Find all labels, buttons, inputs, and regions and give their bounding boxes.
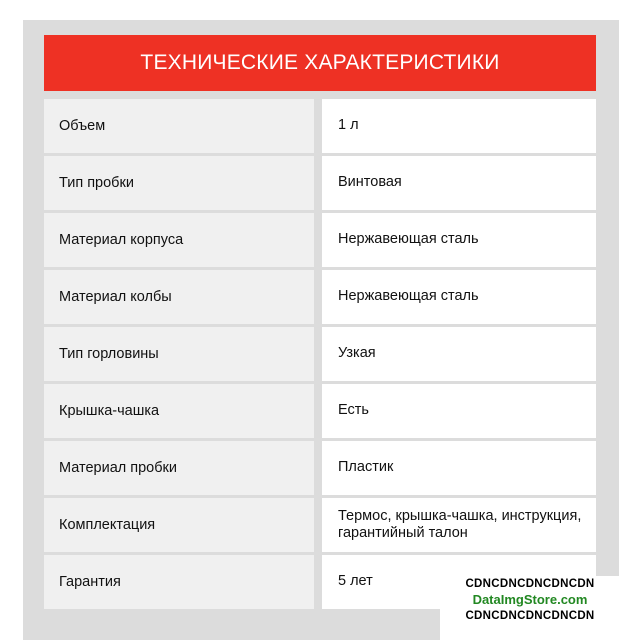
spec-value: Есть: [322, 384, 596, 438]
spec-value: Пластик: [322, 441, 596, 495]
spec-value: Нержавеющая сталь: [322, 270, 596, 324]
spec-label: Материал колбы: [44, 270, 314, 324]
spec-row-body-material: [44, 213, 596, 267]
spec-row-stopper-material: [44, 441, 596, 495]
spec-row-package-contents: [44, 498, 596, 552]
spec-value: Термос, крышка-чашка, инструкция, гарантийный талон: [322, 498, 596, 552]
spec-label: Материал пробки: [44, 441, 314, 495]
spec-table-title: ТЕХНИЧЕСКИЕ ХАРАКТЕРИСТИКИ: [44, 35, 596, 91]
watermark-bottom-line: CDNCDNCDNCDNCDN: [465, 610, 595, 622]
watermark-top-line: CDNCDNCDNCDNCDN: [465, 578, 595, 590]
spec-label: Тип пробки: [44, 156, 314, 210]
spec-row-flask-material: [44, 270, 596, 324]
spec-row-cap-type: [44, 156, 596, 210]
spec-label: Гарантия: [44, 555, 314, 609]
spec-row-neck-type: [44, 327, 596, 381]
watermark: [440, 576, 620, 640]
spec-label: Комплектация: [44, 498, 314, 552]
spec-table: [44, 99, 596, 612]
spec-label: Материал корпуса: [44, 213, 314, 267]
spec-value: 5 лет: [322, 555, 596, 609]
spec-value: Винтовая: [322, 156, 596, 210]
spec-value: Узкая: [322, 327, 596, 381]
spec-label: Тип горловины: [44, 327, 314, 381]
spec-value: 1 л: [322, 99, 596, 153]
watermark-site-name: DataImgStore.com: [472, 592, 588, 607]
spec-label: Крышка-чашка: [44, 384, 314, 438]
spec-label: Объем: [44, 99, 314, 153]
spec-row-cup-lid: [44, 384, 596, 438]
spec-row-volume: [44, 99, 596, 153]
spec-value: Нержавеющая сталь: [322, 213, 596, 267]
